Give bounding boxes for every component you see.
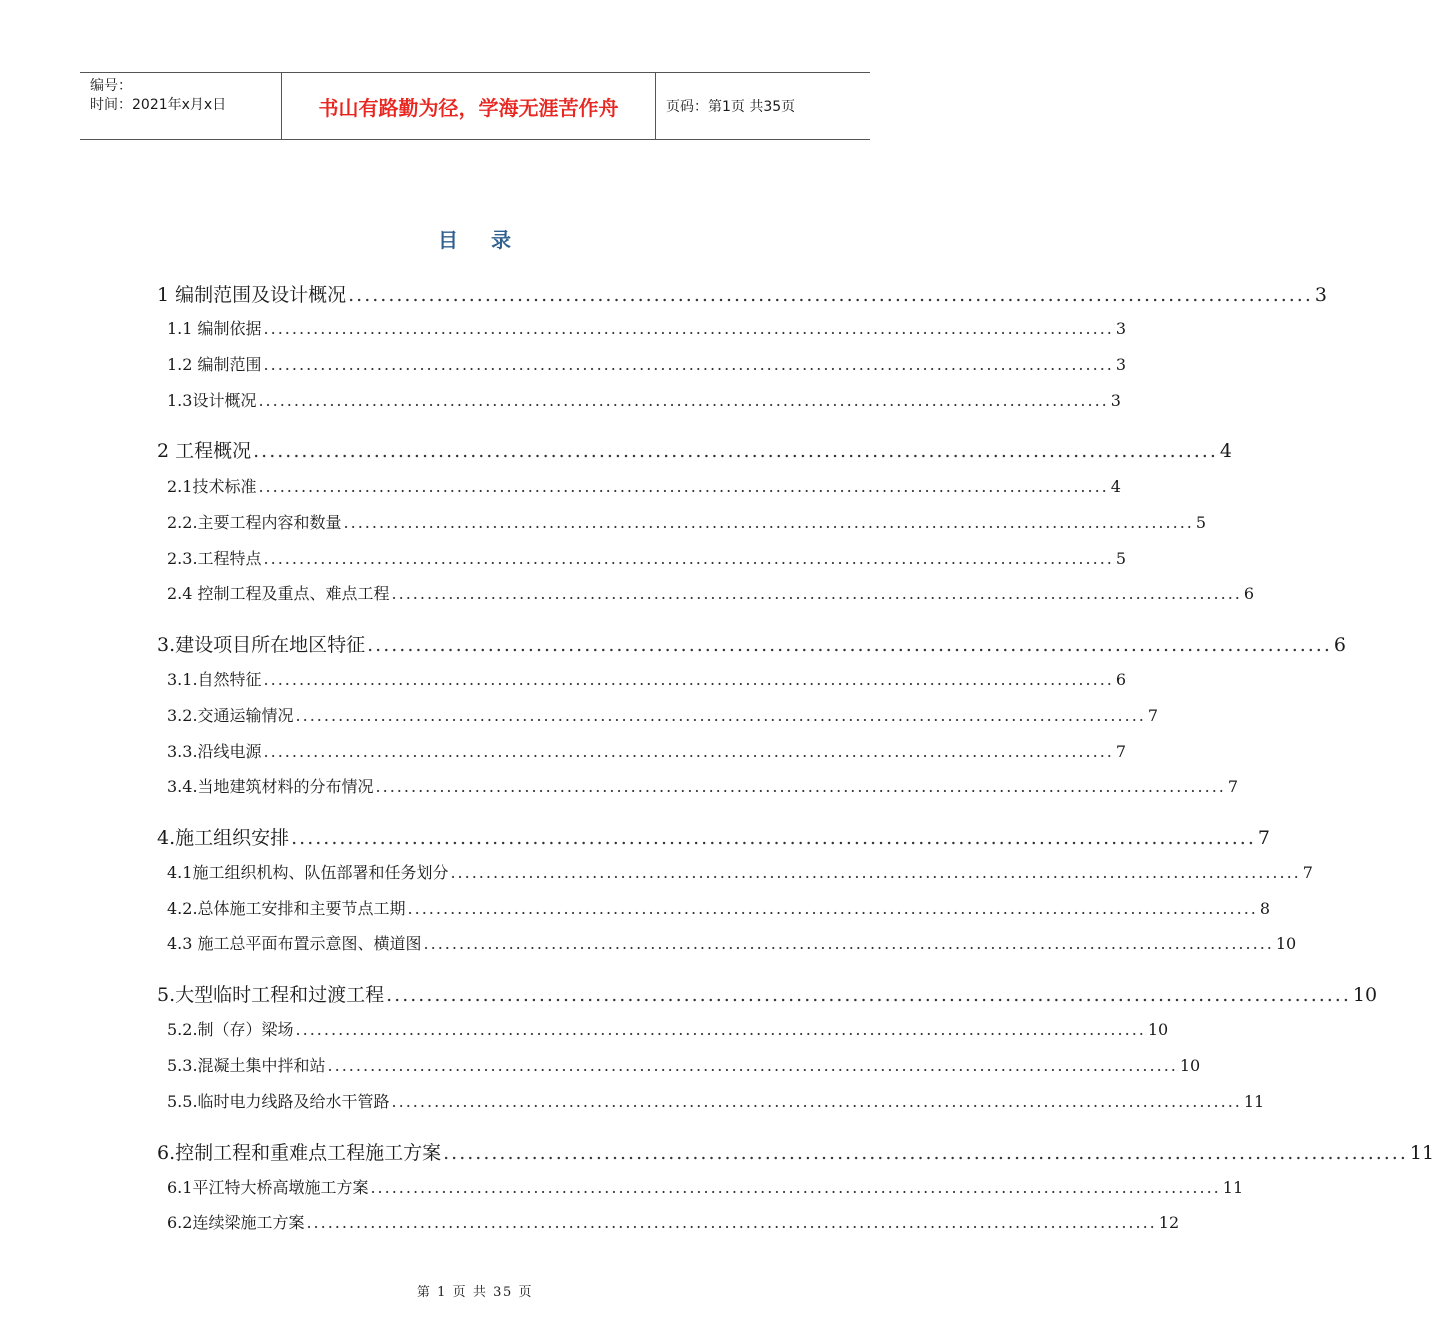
toc-entry-label: 2.2.主要工程内容和数量	[167, 513, 342, 532]
toc-dot-leader: ........................................................................................................................	[367, 634, 1332, 656]
toc-dot-leader: ........................................................................................................................	[263, 355, 1114, 374]
toc-entry-label: 1 编制范围及设计概况	[157, 284, 347, 306]
toc-dot-leader: ........................................................................................................................	[263, 549, 1114, 568]
motto-text: 书山有路勤为径，学海无涯苦作舟	[318, 95, 619, 120]
toc-entry-label: 1.2 编制范围	[167, 355, 262, 374]
toc-dot-leader: ........................................................................................................................	[443, 1142, 1408, 1164]
toc-dot-leader: ........................................................................................................................	[263, 319, 1114, 338]
toc-entry-label: 4.2.总体施工安排和主要节点工期	[167, 899, 406, 918]
toc-entry-page: 8	[1259, 899, 1271, 918]
toc-entry[interactable]	[167, 546, 1127, 569]
toc-entry[interactable]	[167, 1175, 1244, 1198]
toc-dot-leader: ........................................................................................................................	[348, 284, 1313, 306]
toc-entry[interactable]	[167, 388, 1121, 411]
toc-entry[interactable]	[167, 510, 1207, 533]
toc-title	[0, 224, 950, 253]
toc-title-right: 录	[491, 228, 512, 252]
toc-entry-label: 2.3.工程特点	[167, 549, 262, 568]
toc-entry[interactable]	[167, 739, 1127, 762]
toc-entry[interactable]	[157, 1138, 1434, 1165]
toc-entry-label: 3.1.自然特征	[167, 670, 262, 689]
time-label: 时间：2021年x月x日	[90, 97, 227, 113]
toc-entry-label: 4.3 施工总平面布置示意图、横道图	[167, 934, 422, 953]
toc-entry[interactable]	[157, 630, 1346, 657]
toc-entry[interactable]	[167, 474, 1121, 497]
toc-dot-leader: ........................................................................................................................	[327, 1056, 1178, 1075]
toc-dot-leader: ........................................................................................................................	[295, 706, 1146, 725]
toc-entry-page: 11	[1243, 1092, 1265, 1111]
toc-dot-leader: ........................................................................................................................	[258, 391, 1109, 410]
toc-entry-page: 12	[1158, 1213, 1180, 1232]
toc-entry[interactable]	[167, 352, 1127, 375]
toc-dot-leader: ........................................................................................................................	[375, 777, 1226, 796]
footer-page-number: 第 1 页 共 35 页	[416, 1285, 534, 1300]
toc-dot-leader: ........................................................................................................................	[391, 584, 1242, 603]
toc-entry-page: 6	[1243, 584, 1255, 603]
toc-title-left: 目	[438, 228, 459, 252]
toc-entry-page: 3	[1115, 355, 1127, 374]
toc-dot-leader: ........................................................................................................................	[423, 934, 1274, 953]
toc-entry-page: 6	[1115, 670, 1127, 689]
toc-entry[interactable]	[167, 1089, 1265, 1112]
toc-dot-leader: ........................................................................................................................	[386, 984, 1351, 1006]
toc-entry[interactable]	[167, 316, 1127, 339]
toc-entry-label: 3.3.沿线电源	[167, 742, 262, 761]
toc-entry[interactable]	[167, 1210, 1180, 1233]
toc-entry-page: 11	[1409, 1142, 1434, 1164]
toc-dot-leader: ........................................................................................................................	[253, 440, 1218, 462]
toc-entry[interactable]	[167, 931, 1297, 954]
toc-entry-page: 7	[1115, 742, 1127, 761]
toc-entry[interactable]	[167, 703, 1159, 726]
toc-dot-leader: ........................................................................................................................	[295, 1020, 1146, 1039]
toc-entry[interactable]	[157, 980, 1378, 1007]
toc-entry-label: 4.1施工组织机构、队伍部署和任务划分	[167, 863, 449, 882]
toc-entry-label: 2.4 控制工程及重点、难点工程	[167, 584, 390, 603]
document-header	[80, 72, 870, 140]
toc-dot-leader: ........................................................................................................................	[263, 670, 1114, 689]
number-label: 编号：	[90, 78, 132, 94]
toc-dot-leader: ........................................................................................................................	[343, 513, 1194, 532]
toc-entry-label: 5.2.制（存）梁场	[167, 1020, 294, 1039]
toc-entry-label: 3.4.当地建筑材料的分布情况	[167, 777, 374, 796]
toc-entry-label: 6.1平江特大桥高墩施工方案	[167, 1178, 369, 1197]
toc-dot-leader: ........................................................................................................................	[450, 863, 1301, 882]
toc-entry-label: 3.建设项目所在地区特征	[157, 634, 366, 656]
page-info-text: 页码：第1页 共35页	[666, 99, 796, 115]
toc-entry-page: 3	[1110, 391, 1121, 410]
toc-entry-label: 1.1 编制依据	[167, 319, 262, 338]
toc-dot-leader: ........................................................................................................................	[391, 1092, 1242, 1111]
toc-entry-page: 5	[1115, 549, 1127, 568]
toc-entry-label: 5.5.临时电力线路及给水干管路	[167, 1092, 390, 1111]
page-footer	[0, 1281, 950, 1300]
toc-entry[interactable]	[157, 280, 1327, 307]
toc-entry-page: 6	[1333, 634, 1346, 656]
toc-entry[interactable]	[167, 860, 1313, 883]
page-info-cell	[656, 73, 870, 139]
toc-entry-page: 3	[1115, 319, 1127, 338]
toc-entry-label: 5.大型临时工程和过渡工程	[157, 984, 385, 1006]
toc-entry-page: 4	[1110, 477, 1121, 496]
toc-entry-page: 11	[1222, 1178, 1244, 1197]
toc-entry-page: 7	[1257, 827, 1270, 849]
toc-entry-label: 2.1技术标准	[167, 477, 257, 496]
toc-dot-leader: ........................................................................................................................	[258, 477, 1109, 496]
toc-entry-label: 2 工程概况	[157, 440, 252, 462]
toc-entry-page: 10	[1352, 984, 1378, 1006]
toc-entry[interactable]	[167, 1053, 1201, 1076]
toc-entry-label: 6.控制工程和重难点工程施工方案	[157, 1142, 442, 1164]
toc-entry[interactable]	[167, 1017, 1169, 1040]
toc-dot-leader: ........................................................................................................................	[407, 899, 1258, 918]
toc-entry-page: 3	[1314, 284, 1327, 306]
header-meta-cell	[80, 73, 282, 139]
toc-entry-page: 7	[1302, 863, 1313, 882]
toc-entry-page: 10	[1275, 934, 1297, 953]
toc-dot-leader: ........................................................................................................................	[263, 742, 1114, 761]
toc-entry-label: 4.施工组织安排	[157, 827, 290, 849]
toc-entry-label: 3.2.交通运输情况	[167, 706, 294, 725]
toc-entry-page: 10	[1147, 1020, 1169, 1039]
toc-entry-page: 4	[1219, 440, 1232, 462]
toc-entry[interactable]	[157, 436, 1232, 463]
toc-entry[interactable]	[167, 774, 1239, 797]
motto-cell	[282, 73, 656, 139]
toc-entry-page: 5	[1195, 513, 1207, 532]
toc-dot-leader: ........................................................................................................................	[370, 1178, 1221, 1197]
toc-entry[interactable]	[167, 667, 1127, 690]
toc-entry-label: 6.2连续梁施工方案	[167, 1213, 305, 1232]
toc-entry-page: 7	[1227, 777, 1239, 796]
toc-dot-leader: ........................................................................................................................	[306, 1213, 1157, 1232]
toc-entry[interactable]	[157, 823, 1270, 850]
toc-entry-label: 1.3设计概况	[167, 391, 257, 410]
toc-dot-leader: ........................................................................................................................	[291, 827, 1256, 849]
toc-entry-label: 5.3.混凝土集中拌和站	[167, 1056, 326, 1075]
toc-entry[interactable]	[167, 896, 1271, 919]
toc-entry-page: 10	[1179, 1056, 1201, 1075]
toc-entry-page: 7	[1147, 706, 1159, 725]
toc-entry[interactable]	[167, 581, 1255, 604]
